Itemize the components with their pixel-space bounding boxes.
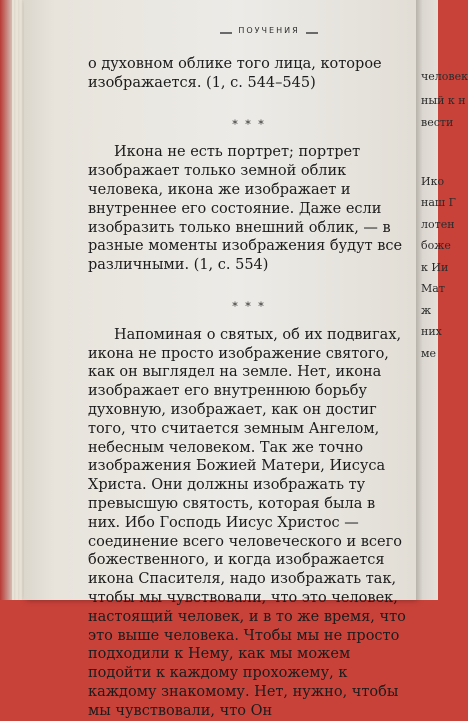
paragraph-1: о духовном облике того лица, которое изображается. (1, с. 544–545) [88, 56, 382, 91]
next-page-line: Ико [421, 175, 445, 188]
paragraph-2: Икона не есть портрет; портрет изображает только земной облик человека, икона же изображает и внутреннее его состояние. Даже если изобразить только внешний облик, — в разные моменты изображения будут все различными. (1, с. 554) [88, 144, 403, 274]
next-page-line: лотен [421, 218, 455, 231]
next-page-line: вести [421, 116, 454, 129]
header-ornament-right [306, 32, 318, 34]
next-page-line: к Ии [421, 261, 449, 274]
next-page-line: боже [421, 239, 451, 252]
next-page-line: ж [421, 304, 432, 317]
background-right [438, 0, 450, 600]
next-page-line: ме [421, 347, 437, 360]
next-page-line: человек [421, 70, 468, 83]
section-separator-2: * * * [232, 299, 266, 313]
paragraph-3: Напоминая о святых, об их подвигах, икона не просто изображение святого, как он выглядел на земле. Нет, икона изображает его внутреннюю борьбу духовную, изображает, как он достиг того, что считается земным Ангелом, небесным человеком. Так же точно изображения Божией Матери, Иисуса Христа. Они должны изображать ту превысшую святость, которая была в них. Ибо Господь Иисус Христос — соединение всего человеческого и всего божественного, и когда изображается икона Спасителя, надо изображать так, чтобы мы чувствовали, что это человек, настоящий человек, и в то же время, что это выше человека. Чтобы мы не просто подходили к Нему, как мы можем подойти к каждому прохожему, к каждому знакомому. Нет, нужно, чтобы мы чувствовали, что Он [88, 326, 406, 719]
next-page-line: ный к н [421, 94, 466, 107]
header-ornament-left [220, 32, 232, 34]
section-separator-1: * * * [232, 117, 266, 131]
header-title: ПОУЧЕНИЯ [238, 26, 300, 35]
running-header [24, 26, 416, 40]
page-text [88, 55, 410, 721]
next-page-line: наш Г [421, 196, 456, 209]
next-page-line: Мат [421, 282, 445, 295]
next-page-line: них [421, 325, 442, 338]
